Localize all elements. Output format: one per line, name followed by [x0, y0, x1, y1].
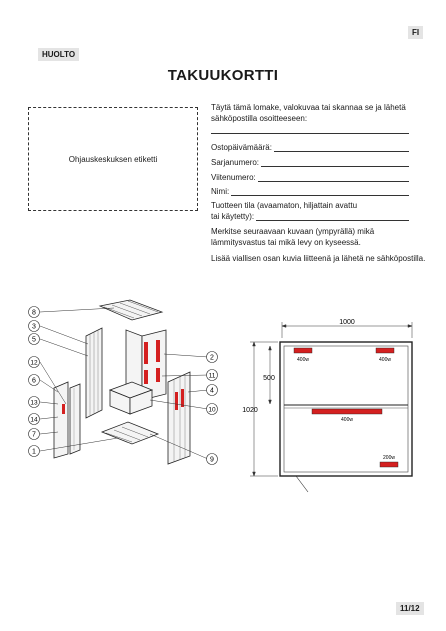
inner-dimension-text: 500: [263, 375, 275, 382]
heater-3: [312, 409, 382, 414]
callout-6-text: 6: [32, 377, 36, 385]
heater-4-label: 200w: [383, 455, 395, 461]
control-unit-label-box: [28, 107, 198, 211]
callout-7-text: 7: [32, 431, 36, 439]
callout-4-text: 4: [210, 387, 214, 395]
callout-12: [29, 357, 40, 368]
purchase-date-label: Ostopäivämäärä:: [211, 143, 272, 152]
instruction-mark-heater: Merkitse seuraavaan kuvaan (ympyrällä) mikä lämmitysvastus tai mikä levy on kyseessä.: [211, 227, 375, 247]
name-label: Nimi:: [211, 187, 230, 196]
purchase-date-line[interactable]: [274, 142, 409, 152]
product-state-label: tai käytetty):: [211, 212, 255, 221]
sauna-plan-view: [236, 316, 428, 500]
page-number: 11/12: [396, 602, 424, 615]
name-field[interactable]: [211, 186, 409, 196]
section-tag: HUOLTO: [38, 48, 79, 61]
callout-8-text: 8: [32, 309, 36, 317]
callout-7: [29, 429, 40, 440]
callout-9-text: 9: [210, 456, 214, 464]
callout-13: [29, 397, 40, 408]
callout-12-text: 12: [30, 359, 38, 367]
heater-2: [376, 348, 394, 353]
callout-3-text: 3: [32, 323, 36, 331]
callout-4: [207, 385, 218, 396]
name-line[interactable]: [231, 186, 409, 196]
heater-4: [380, 462, 398, 467]
reference-number-line[interactable]: [258, 172, 409, 182]
callout-13-text: 13: [30, 399, 38, 407]
email-line[interactable]: [211, 133, 409, 134]
callout-10: [207, 404, 218, 415]
label-box-text: Ohjauskeskuksen etiketti: [68, 154, 158, 164]
product-state-line[interactable]: [256, 211, 409, 221]
product-state-line1: Tuotteen tila (avaamaton, hiljattain avattu: [211, 201, 358, 210]
back-heater-4: [156, 368, 160, 382]
language-tag: FI: [408, 26, 423, 39]
callout-5: [29, 334, 40, 345]
callout-6: [29, 375, 40, 386]
serial-number-line[interactable]: [261, 157, 409, 167]
callout-8: [29, 307, 40, 318]
callout-2: [207, 352, 218, 363]
back-heater-1: [144, 342, 148, 364]
callout-2-text: 2: [210, 354, 214, 362]
reference-number-label: Viitenumero:: [211, 173, 256, 182]
door-heater: [62, 404, 65, 414]
heater-1: [294, 348, 312, 353]
width-dimension-text: 1000: [339, 319, 355, 326]
heater-3-label: 400w: [341, 417, 353, 423]
form-intro: Täytä tämä lomake, valokuvaa tai skannaa se ja lähetä sähköpostilla osoitteeseen:: [211, 103, 406, 123]
side-heater-1: [175, 392, 178, 410]
callout-14: [29, 414, 40, 425]
callout-9: [207, 454, 218, 465]
callout-11: [207, 370, 218, 381]
side-heater-2: [181, 389, 184, 407]
product-state-field[interactable]: [211, 211, 409, 221]
callout-5-text: 5: [32, 336, 36, 344]
serial-number-field[interactable]: [211, 157, 409, 167]
door-swing: [296, 476, 308, 492]
reference-number-field[interactable]: [211, 172, 409, 182]
back-heater-2: [156, 340, 160, 362]
sauna-exploded-view: [18, 292, 228, 477]
heater-2-label: 400w: [379, 357, 391, 363]
back-heater-3: [144, 370, 148, 384]
depth-dimension-text: 1020: [242, 407, 258, 414]
callout-10-text: 10: [208, 406, 216, 414]
instruction-attach-photos: Lisää viallisen osan kuvia liitteenä ja lähetä ne sähköpostilla.: [211, 254, 426, 263]
purchase-date-field[interactable]: [211, 142, 409, 152]
right-side-panel: [168, 372, 190, 464]
callout-11-text: 11: [208, 372, 216, 380]
heater-1-label: 400w: [297, 357, 309, 363]
callout-1: [29, 446, 40, 457]
callout-14-text: 14: [30, 416, 38, 424]
page-title: TAKUUKORTTI: [167, 67, 279, 84]
floor-panel: [102, 422, 158, 444]
front-glass-panel: [70, 384, 80, 454]
callout-1-text: 1: [32, 448, 36, 456]
callout-3: [29, 321, 40, 332]
serial-number-label: Sarjanumero:: [211, 158, 260, 167]
